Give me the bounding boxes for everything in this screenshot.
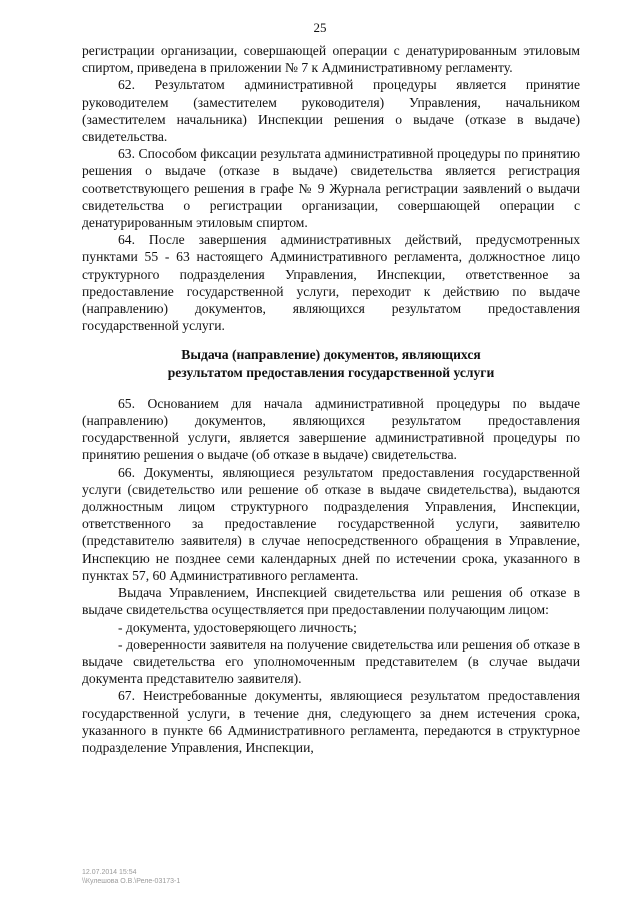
paragraph-65: 65. Основанием для начала административной процедуры по выдаче (направлению) документов, являющихся результатом предоставления государственной услуги, является завершение административной процедуры по принятию решения о выдаче (об отказе в выдаче) свидетельства. xyxy=(82,395,580,463)
footer-stamp xyxy=(82,868,180,886)
section-heading xyxy=(82,346,580,380)
paragraph-62: 62. Результатом административной процедуры является принятие руководителем (заместителем руководителя) Управления, начальником (заместителем начальника) Инспекции решения о выдаче (отказе в выдаче) свидетельства. xyxy=(82,77,580,145)
footer-stamp-date: 12.07.2014 15:54 xyxy=(82,869,137,876)
section-heading-line2: результатом предоставления государственной услуги xyxy=(167,364,495,380)
paragraph-66: 66. Документы, являющиеся результатом предоставления государственной услуги (свидетельство или решение об отказе в выдаче свидетельства), выдаются должностным лицом структурного подразделения Управления, Инспекции, ответственного за предоставление государственной услуги, заявителю (представителю заявителя) в случае непосредственного обращения в Управление, Инспекцию не позднее семи календарных дней по истечении срока, указанного в пунктах 57, 60 Административного регламента. xyxy=(82,464,580,583)
paragraph-issuance: Выдача Управлением, Инспекцией свидетельства или решения об отказе в выдаче свидетельства осуществляется при предоставлении получающим лицом: xyxy=(82,585,580,618)
footer-stamp-path: \\Кулешова О.В.\Реле-03173-1 xyxy=(82,878,181,885)
paragraph-67: 67. Неистребованные документы, являющиеся результатом предоставления государственной услуги, в течение дня, следующего за днем истечения срока, указанного в пункте 66 Административного регламента, передаются в структурное подразделение Управления, Инспекции, xyxy=(82,688,580,755)
section-heading-line1: Выдача (направление) документов, являющихся xyxy=(181,347,481,363)
list-item-identity-document: - документа, удостоверяющего личность; xyxy=(118,619,357,635)
page-number: 25 xyxy=(313,20,327,35)
paragraph-63: 63. Способом фиксации результата административной процедуры по принятию решения о выдаче (отказе в выдаче) свидетельства является регистрация соответствующего решения в графе № 9 Журнала регистрации заявлений о выдачи свидетельства о регистрации организации, совершающей операции с денатурированным этиловым спиртом. xyxy=(82,146,580,231)
list-item-power-of-attorney: - доверенности заявителя на получение свидетельства или решения об отказе в выдаче свидетельства его уполномоченным представителем (в случае выдачи документа представителю заявителя). xyxy=(82,636,580,687)
paragraph-64: 64. После завершения административных действий, предусмотренных пунктами 55 - 63 настоящего Административного регламента, должностное лицо структурного подразделения Управления, Инспекции, ответственное за предоставление государственной услуги, переходит к действию по выдаче (направлению) документов, являющихся результатом предоставления государственной услуги. xyxy=(82,232,580,334)
paragraph-continuation: регистрации организации, совершающей операции с денатурированным этиловым спиртом, приведена в приложении № 7 к Административному регламенту. xyxy=(82,43,580,76)
document-body xyxy=(82,42,580,756)
